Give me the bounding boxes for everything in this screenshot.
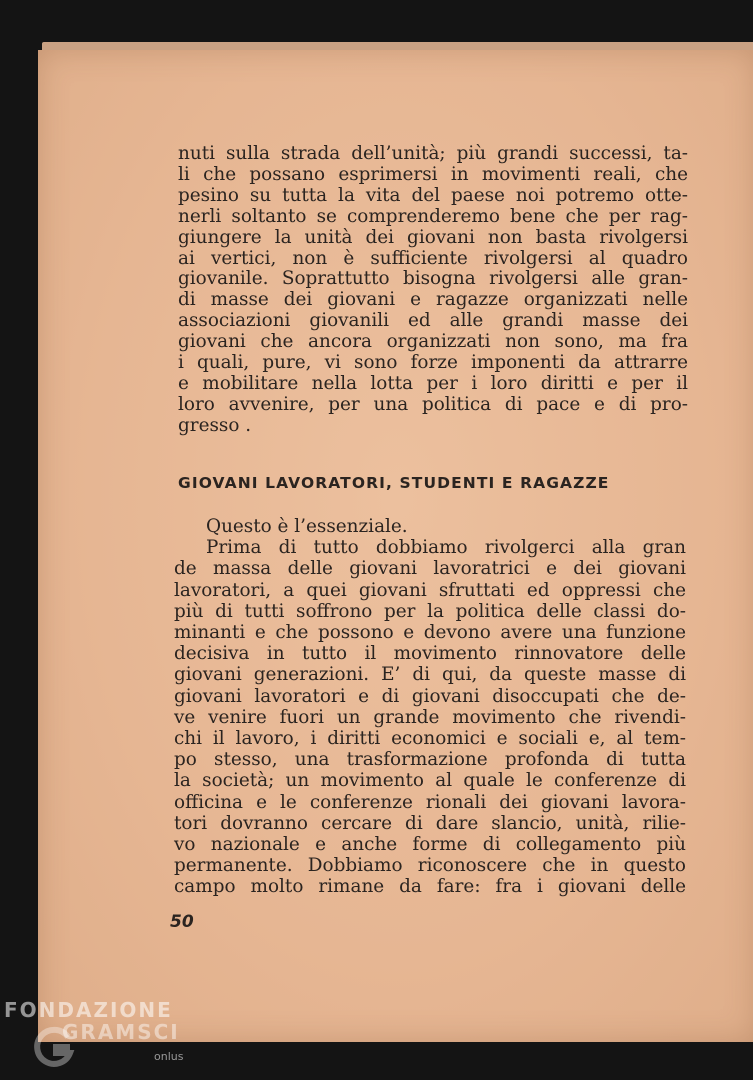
paragraph-section [174, 516, 686, 898]
text-line: loro avvenire, per una politica di pace e di pro- [178, 393, 688, 415]
text-line: tori dovranno cercare di dare slancio, unità, rilie- [174, 812, 686, 834]
text-line: giovani generazioni. E’ di qui, da queste masse di [174, 664, 686, 686]
text-line: nerli soltanto se comprenderemo bene che per rag- [178, 205, 688, 227]
watermark-line2: GRAMSCI [62, 1020, 180, 1044]
text-line: i quali, pure, vi sono forze imponenti da attrarre [178, 352, 688, 374]
watermark-line1: FONDAZIONE [4, 998, 173, 1022]
text-line: giungere la unità dei giovani non basta rivolgersi [178, 226, 688, 248]
text-line: decisiva in tutto il movimento rinnovatore delle [174, 643, 686, 665]
text-line: e mobilitare nella lotta per i loro diritti e per il [178, 372, 688, 394]
text-line: lavoratori, a quei giovani sfruttati ed oppressi che [174, 579, 686, 601]
text-line: giovanile. Soprattutto bisogna rivolgersi alle gran- [178, 268, 688, 290]
text-line: nuti sulla strada dell’unità; più grandi successi, ta- [178, 143, 688, 164]
text-line: Questo è l’essenziale. [206, 516, 408, 537]
text-line: più di tutti soffrono per la politica delle classi do- [174, 600, 686, 622]
section-heading: GIOVANI LAVORATORI, STUDENTI E RAGAZZE [178, 474, 610, 492]
page-number: 50 [170, 912, 194, 932]
text-line: vo nazionale e anche forme di collegamento più [174, 834, 686, 856]
text-line: di masse dei giovani e ragazze organizzati nelle [178, 289, 688, 311]
text-line: campo molto rimane da fare: fra i giovani delle [174, 876, 686, 898]
text-line: ai vertici, non è sufficiente rivolgersi al quadro [178, 247, 688, 269]
text-line: minanti e che possono e devono avere una funzione [174, 622, 686, 644]
text-line: po stesso, una trasformazione profonda di tutta [174, 749, 686, 771]
text-line: giovani che ancora organizzati non sono, ma fra [178, 331, 688, 353]
text-line: giovani lavoratori e di giovani disoccupati che de- [174, 685, 686, 707]
text-line: permanente. Dobbiamo riconoscere che in questo [174, 855, 686, 877]
watermark [4, 995, 204, 1075]
text-line: gresso . [178, 414, 252, 436]
text-line: chi il lavoro, i diritti economici e sociali e, al tem- [174, 728, 686, 750]
text-line: li che possano esprimersi in movimenti reali, che [178, 163, 688, 185]
text-line: Prima di tutto dobbiamo rivolgerci alla gran [206, 537, 686, 559]
text-line: officina e le conferenze rionali dei giovani lavora- [174, 791, 686, 813]
text-line: associazioni giovanili ed alle grandi masse dei [178, 310, 688, 332]
watermark-suffix: onlus [154, 1050, 184, 1063]
text-line: la società; un movimento al quale le conferenze di [174, 770, 686, 792]
text-line: de massa delle giovani lavoratrici e dei giovani [174, 558, 686, 580]
text-line: ve venire fuori un grande movimento che rivendi- [174, 706, 686, 728]
paragraph-continued [178, 144, 688, 437]
text-line: pesino su tutta la vita del paese noi potremo otte- [178, 184, 688, 206]
